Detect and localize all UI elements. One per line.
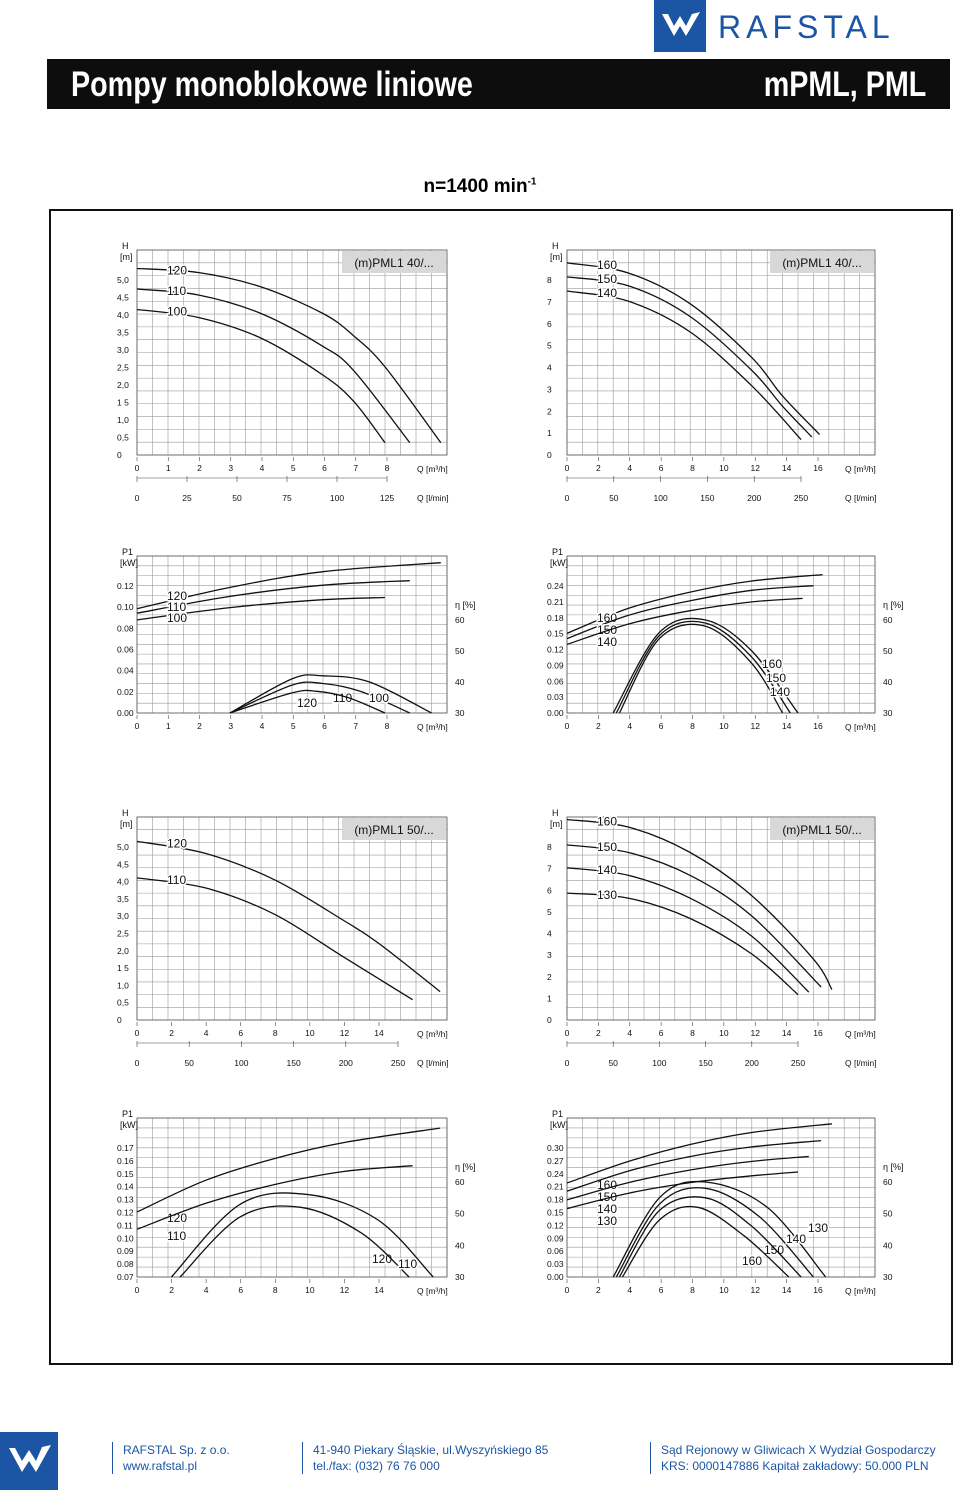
- x-tick-label: 10: [719, 463, 729, 473]
- y-tick-label: 7: [547, 296, 552, 307]
- efficiency-tick-label: 60: [883, 615, 893, 625]
- y-tick-label: 6: [547, 318, 552, 329]
- x-tick-label: 8: [384, 721, 390, 731]
- efficiency-axis-label: η [%]: [883, 1162, 904, 1172]
- y-axis-label: H: [122, 241, 129, 251]
- x-axis-label: Q [m³/h]: [417, 722, 448, 732]
- efficiency-axis-label: η [%]: [883, 600, 904, 610]
- x2-tick-label: 50: [608, 1058, 618, 1068]
- series-label-160: 160: [597, 611, 618, 625]
- chart-panel-3: [117, 547, 476, 732]
- series-label-150: 150: [597, 271, 618, 286]
- y-tick-label: 0.17: [117, 1143, 134, 1153]
- y-tick-label: 7: [547, 863, 552, 874]
- x-tick-label: 8: [690, 721, 695, 731]
- y-tick-label: 5: [547, 906, 552, 917]
- x-axis-label: Q [m³/h]: [845, 722, 876, 732]
- y-tick-label: 3: [547, 384, 552, 395]
- power-curve-160: [567, 1124, 832, 1183]
- y-tick-label: 0: [547, 1015, 552, 1025]
- y-tick-label: 3,5: [117, 327, 129, 338]
- chart-panel-1: [117, 241, 449, 503]
- x-tick-label: 4: [203, 1285, 209, 1295]
- x-tick-label: 6: [238, 1028, 244, 1038]
- x2-tick-label: 150: [286, 1058, 301, 1068]
- y-tick-label: 0: [117, 1015, 122, 1025]
- x2-tick-label: 100: [652, 1058, 667, 1068]
- y-axis-unit: [kW]: [120, 558, 138, 568]
- y-tick-label: 0.15: [547, 628, 564, 639]
- series-label-120: 120: [167, 589, 188, 603]
- y-tick-label: 3: [547, 950, 552, 961]
- chart-grid: [137, 556, 447, 713]
- y-tick-label: 0.06: [547, 1246, 564, 1257]
- x2-tick-label: 100: [329, 493, 345, 503]
- y-tick-label: 0.03: [547, 692, 564, 703]
- y-tick-label: 1: [547, 993, 552, 1004]
- series-label-120: 120: [167, 836, 188, 851]
- y-tick-label: 0.06: [547, 676, 564, 687]
- x-tick-label: 10: [719, 1028, 729, 1038]
- y-tick-label: 2: [547, 406, 552, 417]
- x2-tick-label: 125: [379, 493, 395, 503]
- y-axis-label: P1: [552, 547, 564, 557]
- x-tick-label: 16: [813, 463, 823, 473]
- y-tick-label: 0: [547, 450, 552, 460]
- head-curve-150: [567, 277, 812, 437]
- x2-axis-label: Q [l/min]: [417, 1058, 449, 1068]
- efficiency-tick-label: 30: [455, 1272, 465, 1282]
- efficiency-tick-label: 50: [883, 1208, 893, 1219]
- x2-axis-label: Q [l/min]: [417, 493, 449, 503]
- y-axis-label: P1: [122, 547, 134, 557]
- x-tick-label: 3: [228, 721, 234, 731]
- y-tick-label: 0.18: [547, 1194, 564, 1205]
- efficiency-axis-label: η [%]: [455, 600, 476, 610]
- x-tick-label: 2: [596, 1285, 601, 1295]
- x-tick-label: 8: [272, 1285, 278, 1295]
- footer-address-block: [302, 1442, 548, 1474]
- x-tick-label: 5: [290, 721, 296, 731]
- y-tick-label: 5,0: [117, 275, 129, 285]
- y-tick-label: 3,0: [117, 911, 129, 922]
- model-title: mPML, PML: [763, 65, 926, 104]
- footer: [0, 1430, 960, 1490]
- footer-phone: tel./fax: (032) 76 76 000: [313, 1459, 440, 1473]
- footer-court: Sąd Rejonowy w Gliwicach X Wydział Gospodarczy: [661, 1443, 936, 1457]
- series-label-110: 110: [167, 1229, 187, 1243]
- x-tick-label: 2: [169, 1285, 174, 1295]
- y-tick-label: 0.14: [117, 1181, 134, 1192]
- y-tick-label: 0.12: [117, 1207, 134, 1218]
- y-tick-label: 3,0: [117, 345, 129, 355]
- series-label-150: 150: [766, 671, 787, 685]
- chart-title: (m)PML1 40/...: [354, 256, 434, 270]
- y-tick-label: 1 5: [117, 963, 129, 974]
- efficiency-tick-label: 60: [455, 1177, 465, 1187]
- y-tick-label: 0.09: [547, 1233, 564, 1244]
- series-label-110: 110: [398, 1257, 418, 1271]
- chart-panel-5: [117, 808, 449, 1068]
- x-tick-label: 0: [134, 1285, 140, 1295]
- y-axis-unit: [kW]: [550, 558, 568, 568]
- efficiency-tick-label: 60: [455, 615, 465, 625]
- y-tick-label: 0.06: [117, 644, 134, 655]
- x-tick-label: 14: [781, 1285, 792, 1295]
- x2-axis-label: Q [l/min]: [845, 1058, 877, 1068]
- y-tick-label: 0.10: [117, 602, 134, 613]
- chart-title: (m)PML1 50/...: [782, 823, 862, 837]
- y-tick-label: 0.12: [547, 644, 564, 655]
- x2-tick-label: 50: [232, 493, 242, 503]
- series-label-160: 160: [597, 1178, 618, 1192]
- series-label-160: 160: [742, 1254, 763, 1268]
- efficiency-tick-label: 30: [883, 1272, 893, 1282]
- x-axis-label: Q [m³/h]: [417, 464, 448, 474]
- chart-grid: [137, 1118, 447, 1277]
- x-tick-label: 0: [564, 721, 570, 731]
- series-label-140: 140: [597, 286, 618, 300]
- x-tick-label: 1: [165, 463, 171, 473]
- series-label-120: 120: [167, 1211, 188, 1225]
- series-label-140: 140: [770, 685, 791, 699]
- series-label-140: 140: [597, 862, 618, 877]
- x-tick-label: 4: [259, 463, 265, 473]
- series-label-140: 140: [597, 1202, 618, 1216]
- efficiency-curve-120: [230, 675, 432, 713]
- efficiency-curve-120: [171, 1193, 433, 1277]
- y-tick-label: 0.07: [117, 1272, 134, 1282]
- y-axis-unit: [m]: [550, 819, 563, 829]
- series-label-150: 150: [597, 839, 618, 854]
- footer-website-link[interactable]: www.rafstal.pl: [123, 1459, 198, 1473]
- y-tick-label: 4,0: [117, 876, 129, 887]
- x-tick-label: 0: [134, 721, 140, 731]
- x-tick-label: 8: [384, 463, 390, 473]
- series-label-150: 150: [597, 1190, 618, 1204]
- x-tick-label: 1: [165, 721, 171, 731]
- x2-tick-label: 200: [338, 1058, 353, 1068]
- x-tick-label: 7: [353, 463, 359, 473]
- footer-company-block: [112, 1442, 230, 1474]
- x2-tick-label: 50: [184, 1058, 194, 1068]
- x2-tick-label: 50: [609, 493, 619, 503]
- x-tick-label: 14: [374, 1285, 384, 1295]
- series-label-150: 150: [764, 1243, 785, 1257]
- x-axis-label: Q [m³/h]: [845, 464, 876, 474]
- y-axis-unit: [m]: [550, 252, 563, 262]
- x2-tick-label: 250: [793, 493, 809, 503]
- y-tick-label: 2: [547, 971, 552, 982]
- footer-address: 41-940 Piekary Śląskie, ul.Wyszyńskiego 85: [313, 1443, 549, 1457]
- x-tick-label: 4: [627, 1028, 633, 1038]
- series-label-160: 160: [762, 657, 783, 671]
- x-tick-label: 6: [238, 1285, 244, 1295]
- y-tick-label: 0.18: [547, 612, 564, 623]
- x-tick-label: 12: [339, 1028, 350, 1038]
- x-axis-label: Q [m³/h]: [417, 1286, 448, 1296]
- y-axis-label: H: [122, 808, 129, 818]
- efficiency-tick-label: 40: [883, 1240, 893, 1251]
- x-tick-label: 12: [750, 1028, 760, 1038]
- y-axis-unit: [m]: [120, 252, 133, 262]
- chart-panel-7: [117, 1109, 476, 1296]
- page-title: Pompy monoblokowe liniowe: [71, 65, 473, 104]
- y-tick-label: 0.24: [547, 1168, 564, 1179]
- x-tick-label: 14: [781, 721, 792, 731]
- x-tick-label: 7: [353, 721, 359, 731]
- efficiency-tick-label: 50: [455, 1208, 465, 1219]
- x-tick-label: 14: [374, 1028, 384, 1038]
- efficiency-tick-label: 40: [455, 677, 465, 687]
- series-label-140: 140: [786, 1232, 807, 1246]
- speed-exponent: -1: [527, 176, 537, 188]
- x2-tick-label: 250: [390, 1058, 406, 1068]
- x-tick-label: 4: [627, 463, 633, 473]
- efficiency-tick-label: 50: [883, 646, 893, 656]
- chart-title: (m)PML1 40/...: [782, 256, 862, 270]
- y-tick-label: 0.13: [117, 1194, 134, 1205]
- y-tick-label: 5: [547, 340, 552, 351]
- x-tick-label: 8: [272, 1028, 278, 1038]
- x-tick-label: 10: [305, 1028, 315, 1038]
- x2-tick-label: 0: [134, 493, 140, 503]
- y-tick-label: 0.09: [547, 660, 564, 671]
- y-tick-label: 8: [547, 275, 552, 285]
- y-axis-label: H: [552, 241, 559, 251]
- x-tick-label: 16: [813, 721, 823, 731]
- y-tick-label: 1 5: [117, 397, 129, 408]
- x-tick-label: 2: [596, 463, 601, 473]
- y-tick-label: 0.00: [117, 708, 134, 718]
- x-tick-label: 12: [750, 463, 760, 473]
- y-tick-label: 0.11: [117, 1220, 133, 1231]
- x2-tick-label: 100: [234, 1058, 249, 1068]
- y-tick-label: 1: [547, 428, 552, 439]
- power-curve-120: [137, 1128, 440, 1212]
- y-tick-label: 0.12: [117, 581, 134, 591]
- x-tick-label: 2: [596, 1028, 601, 1038]
- footer-company: RAFSTAL Sp. z o.o.: [123, 1443, 230, 1457]
- y-tick-label: 0.16: [117, 1155, 134, 1166]
- efficiency-tick-label: 50: [455, 646, 465, 656]
- x-tick-label: 0: [564, 463, 570, 473]
- footer-krs: KRS: 0000147886 Kapitał zakładowy: 50.000 PLN: [661, 1459, 929, 1473]
- y-tick-label: 0.09: [117, 1246, 134, 1257]
- x-tick-label: 0: [564, 1028, 570, 1038]
- x-tick-label: 6: [658, 463, 664, 473]
- x-tick-label: 6: [322, 463, 327, 473]
- y-tick-label: 0,5: [117, 997, 129, 1008]
- x-tick-label: 6: [658, 721, 664, 731]
- efficiency-tick-label: 40: [883, 677, 893, 687]
- efficiency-tick-label: 60: [883, 1177, 893, 1187]
- series-label-150: 150: [597, 623, 618, 637]
- x2-tick-label: 200: [744, 1058, 759, 1068]
- y-tick-label: 2,5: [117, 928, 129, 939]
- series-label-120: 120: [372, 1252, 393, 1266]
- y-axis-label: P1: [552, 1109, 564, 1119]
- y-tick-label: 0.21: [547, 596, 564, 607]
- y-tick-label: 0.24: [547, 581, 564, 591]
- series-label-130: 130: [597, 888, 618, 903]
- x-axis-label: Q [m³/h]: [845, 1286, 876, 1296]
- series-label-140: 140: [597, 635, 618, 649]
- series-label-110: 110: [167, 600, 187, 614]
- y-tick-label: 0.30: [547, 1143, 564, 1153]
- series-label-100: 100: [369, 691, 390, 705]
- chart-panel-4: [547, 547, 904, 732]
- x-tick-label: 8: [690, 1285, 695, 1295]
- x2-tick-label: 250: [790, 1058, 806, 1068]
- y-tick-label: 6: [547, 885, 552, 896]
- x-tick-label: 5: [290, 463, 296, 473]
- x-tick-label: 16: [813, 1285, 823, 1295]
- y-tick-label: 8: [547, 842, 552, 852]
- x-tick-label: 4: [259, 721, 265, 731]
- x-tick-label: 12: [339, 1285, 350, 1295]
- y-tick-label: 0.08: [117, 1259, 134, 1270]
- x-tick-label: 2: [596, 721, 601, 731]
- series-label-100: 100: [167, 611, 188, 625]
- series-label-110: 110: [167, 283, 187, 298]
- x-tick-label: 8: [690, 463, 695, 473]
- x2-tick-label: 0: [564, 1058, 570, 1068]
- y-tick-label: 2,0: [117, 380, 129, 390]
- series-label-120: 120: [297, 696, 318, 710]
- y-tick-label: 4,5: [117, 859, 129, 870]
- efficiency-tick-label: 40: [455, 1240, 465, 1251]
- y-tick-label: 4,0: [117, 310, 129, 320]
- y-tick-label: 0.27: [547, 1155, 564, 1166]
- y-tick-label: 0.21: [547, 1181, 564, 1192]
- y-tick-label: 3,5: [117, 893, 129, 904]
- x-tick-label: 0: [134, 463, 140, 473]
- x-axis-label: Q [m³/h]: [417, 1029, 448, 1039]
- series-label-160: 160: [597, 257, 618, 272]
- x-tick-label: 10: [719, 1285, 729, 1295]
- chart-panel-6: [547, 808, 877, 1068]
- head-curve-140: [567, 868, 809, 992]
- footer-logo-icon: [0, 1432, 58, 1490]
- x-tick-label: 0: [564, 1285, 570, 1295]
- y-tick-label: 0.02: [117, 686, 134, 697]
- x-tick-label: 16: [813, 1028, 823, 1038]
- series-label-130: 130: [597, 1214, 618, 1228]
- y-tick-label: 4: [547, 928, 552, 939]
- x-tick-label: 10: [305, 1285, 315, 1295]
- x-tick-label: 6: [658, 1285, 664, 1295]
- x-tick-label: 2: [169, 1028, 174, 1038]
- x-axis-label: Q [m³/h]: [845, 1029, 876, 1039]
- y-tick-label: 4,5: [117, 292, 129, 303]
- x-tick-label: 4: [203, 1028, 209, 1038]
- x2-tick-label: 150: [700, 493, 715, 503]
- x-tick-label: 4: [627, 1285, 633, 1295]
- y-axis-label: P1: [122, 1109, 134, 1119]
- x-tick-label: 6: [658, 1028, 664, 1038]
- x-tick-label: 0: [134, 1028, 140, 1038]
- x2-tick-label: 200: [747, 493, 762, 503]
- chart-grid: [137, 250, 447, 455]
- x-tick-label: 14: [781, 463, 792, 473]
- x2-tick-label: 25: [182, 493, 192, 503]
- x-tick-label: 6: [322, 721, 327, 731]
- chart-panel-2: [547, 241, 877, 503]
- y-axis-label: H: [552, 808, 559, 818]
- y-tick-label: 2,5: [117, 362, 129, 373]
- y-tick-label: 0.15: [547, 1207, 564, 1218]
- y-tick-label: 1,0: [117, 980, 129, 991]
- series-label-110: 110: [167, 872, 187, 887]
- x-tick-label: 10: [719, 721, 729, 731]
- x-tick-label: 3: [228, 463, 234, 473]
- x2-tick-label: 0: [564, 493, 570, 503]
- efficiency-axis-label: η [%]: [455, 1162, 476, 1172]
- head-curve-110: [137, 878, 413, 1000]
- series-label-120: 120: [167, 263, 188, 278]
- x2-tick-label: 150: [698, 1058, 713, 1068]
- x-tick-label: 14: [781, 1028, 792, 1038]
- y-axis-unit: [kW]: [550, 1120, 568, 1130]
- series-label-130: 130: [808, 1221, 829, 1235]
- series-label-110: 110: [333, 691, 353, 705]
- y-tick-label: 0: [117, 450, 122, 460]
- y-tick-label: 0.08: [117, 623, 134, 634]
- x-tick-label: 8: [690, 1028, 695, 1038]
- x2-axis-label: Q [l/min]: [845, 493, 877, 503]
- y-tick-label: 4: [547, 362, 552, 373]
- y-tick-label: 5,0: [117, 842, 129, 852]
- y-tick-label: 0.15: [117, 1168, 134, 1179]
- chart-title: (m)PML1 50/...: [354, 823, 434, 837]
- x2-tick-label: 100: [653, 493, 668, 503]
- chart-panel-8: [547, 1109, 904, 1296]
- x-tick-label: 12: [750, 721, 760, 731]
- speed-value: n=1400 min: [423, 176, 528, 197]
- series-label-160: 160: [597, 814, 618, 829]
- x-tick-label: 2: [197, 721, 202, 731]
- y-tick-label: 0.10: [117, 1233, 134, 1244]
- x-tick-label: 2: [197, 463, 202, 473]
- efficiency-tick-label: 30: [883, 708, 893, 718]
- y-tick-label: 0.03: [547, 1259, 564, 1270]
- y-tick-label: 1,0: [117, 415, 129, 425]
- y-tick-label: 0.12: [547, 1220, 564, 1231]
- y-axis-unit: [kW]: [120, 1120, 138, 1130]
- x2-tick-label: 0: [134, 1058, 140, 1068]
- x-tick-label: 12: [750, 1285, 760, 1295]
- y-axis-unit: [m]: [120, 819, 133, 829]
- y-tick-label: 0.04: [117, 665, 134, 676]
- y-tick-label: 2,0: [117, 945, 129, 956]
- series-label-100: 100: [167, 304, 188, 319]
- x2-tick-label: 75: [282, 493, 292, 503]
- efficiency-tick-label: 30: [455, 708, 465, 718]
- footer-registry-block: [650, 1442, 936, 1474]
- y-tick-label: 0,5: [117, 432, 129, 443]
- y-tick-label: 0.00: [547, 1272, 564, 1282]
- y-tick-label: 0.00: [547, 708, 564, 718]
- logo-text: RAFSTAL: [718, 9, 895, 45]
- x-tick-label: 4: [627, 721, 633, 731]
